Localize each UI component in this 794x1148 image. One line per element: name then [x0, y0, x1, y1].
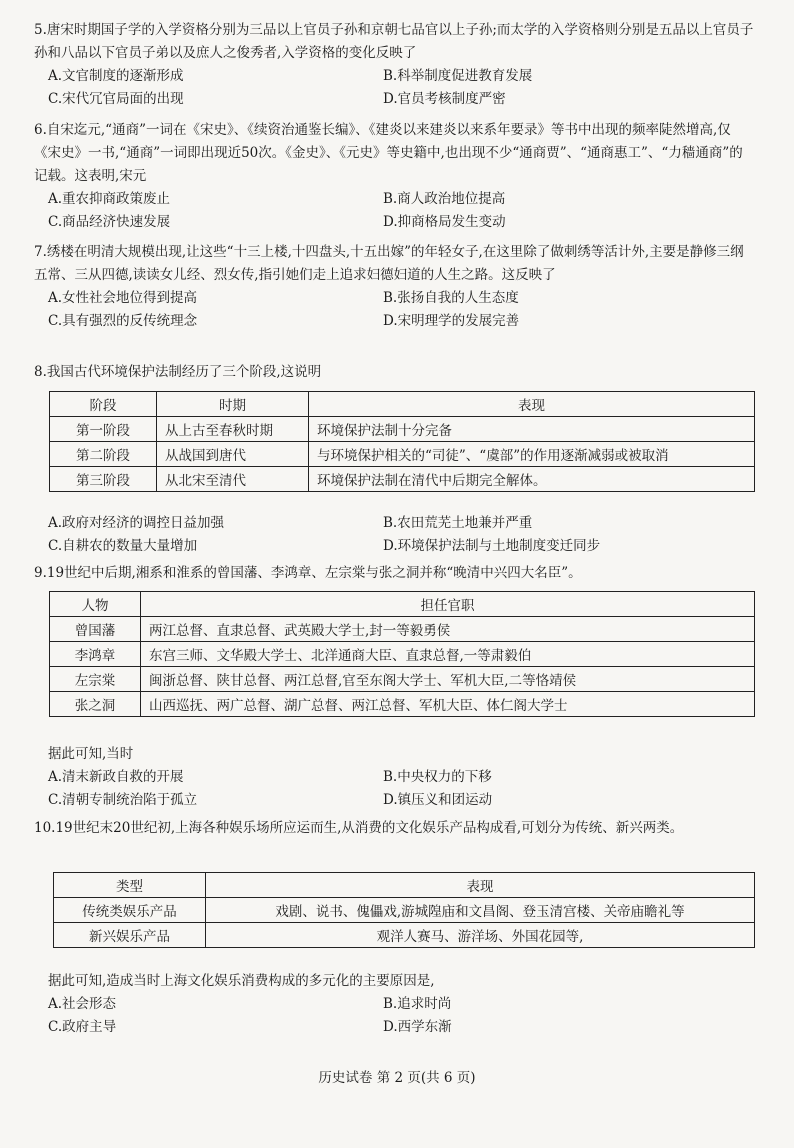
table-cell: 第一阶段	[50, 417, 157, 442]
question-stem: 9.19世纪中后期,湘系和淮系的曾国藩、李鸿章、左宗棠与张之洞并称“晚清中兴四大名臣”。	[34, 565, 582, 581]
option-d: D.宋明理学的发展完善	[383, 313, 520, 329]
question-8-stem	[34, 361, 754, 384]
table-row	[50, 442, 755, 467]
table-row	[50, 467, 755, 492]
option-d: D.镇压义和团运动	[383, 792, 493, 808]
question-9-table	[49, 591, 755, 717]
question-6	[34, 119, 754, 234]
option-d: D.环境保护法制与土地制度变迁同步	[383, 538, 601, 554]
option-b: B.商人政治地位提高	[383, 191, 506, 207]
table-cell: 山西巡抚、两广总督、湖广总督、两江总督、军机大臣、体仁阁大学士	[141, 692, 755, 717]
table-cell: 新兴娱乐产品	[54, 923, 206, 948]
question-8-table	[49, 391, 755, 492]
table-header: 类型	[54, 873, 206, 898]
table-cell: 两江总督、直隶总督、武英殿大学士,封一等毅勇侯	[141, 617, 755, 642]
option-d: D.官员考核制度严密	[383, 91, 506, 107]
option-c: C.宋代冗官局面的出现	[48, 91, 184, 107]
option-a: A.清末新政自救的开展	[48, 769, 184, 785]
table-header: 表现	[206, 873, 755, 898]
table-row	[50, 417, 755, 442]
table-cell: 与环境保护相关的“司徒”、“虞部”的作用逐渐减弱或被取消	[309, 442, 755, 467]
options	[48, 287, 754, 333]
question-stem: 5.唐宋时期国子学的入学资格分别为三品以上官员子孙和京朝七品官以上子孙;而太学的入学资格则分别是五品以上官员子孙和八品以下官员子弟以及庶人之俊秀者,入学资格的变化反映了	[34, 22, 754, 61]
table-header: 人物	[50, 592, 141, 617]
option-a: A.社会形态	[48, 996, 117, 1012]
option-b: B.中央权力的下移	[383, 769, 492, 785]
option-a: A.文官制度的逐渐形成	[48, 68, 184, 84]
table-cell: 曾国藩	[50, 617, 141, 642]
question-9-stem	[34, 562, 754, 585]
question-10-options	[34, 970, 754, 1039]
table-header: 时期	[157, 392, 309, 417]
option-b: B.追求时尚	[383, 996, 452, 1012]
option-a: A.女性社会地位得到提高	[48, 290, 198, 306]
table-cell: 闽浙总督、陕甘总督、两江总督,官至东阁大学士、军机大臣,二等恪靖侯	[141, 667, 755, 692]
question-stem: 10.19世纪末20世纪初,上海各种娱乐场所应运而生,从消费的文化娱乐产品构成看,可划分为传统、新兴两类。	[34, 820, 684, 836]
options	[48, 993, 754, 1039]
table-cell: 从战国到唐代	[157, 442, 309, 467]
question-stem: 7.绣楼在明清大规模出现,让这些“十三上楼,十四盘头,十五出嫁”的年轻女子,在这里除了做刺绣等活计外,主要是静修三纲五常、三从四德,读读女儿经、烈女传,指引她们走上追求妇德妇道的人生之路。这反映了	[34, 244, 744, 283]
option-a: A.政府对经济的调控日益加强	[48, 515, 225, 531]
table-header: 担任官职	[141, 592, 755, 617]
table-cell: 第三阶段	[50, 467, 157, 492]
table-cell: 张之洞	[50, 692, 141, 717]
page-footer: 历史试卷 第 2 页(共 6 页)	[318, 1070, 476, 1086]
options	[48, 512, 754, 558]
question-8-options	[34, 512, 754, 558]
table-row	[54, 923, 755, 948]
table-cell: 观洋人赛马、游洋场、外国花园等,	[206, 923, 755, 948]
question-9-options	[34, 743, 754, 812]
table-cell: 李鸿章	[50, 642, 141, 667]
question-5	[34, 19, 754, 111]
table-cell: 从北宋至清代	[157, 467, 309, 492]
option-a: A.重农抑商政策废止	[48, 191, 171, 207]
table-cell: 左宗棠	[50, 667, 141, 692]
option-b: B.张扬自我的人生态度	[383, 290, 519, 306]
table-row	[50, 692, 755, 717]
question-stem: 6.自宋迄元,“通商”一词在《宋史》、《续资治通鉴长编》、《建炎以来建炎以来系年要录》等书中出现的频率陡然增高,仅《宋史》一书,“通商”一词即出现近50次。《金史》、《元史》等史籍中,也出现不少“通商贾”、“通商惠工”、“力穑通商”的记载。这表明,宋元	[34, 122, 743, 184]
table-header: 阶段	[50, 392, 157, 417]
option-c: C.政府主导	[48, 1019, 117, 1035]
table-cell: 东宫三师、文华殿大学士、北洋通商大臣、直隶总督,一等肃毅伯	[141, 642, 755, 667]
option-b: B.科举制度促进教育发展	[383, 68, 533, 84]
question-7	[34, 241, 754, 333]
option-c: C.自耕农的数量大量增加	[48, 538, 198, 554]
table-header: 表现	[309, 392, 755, 417]
option-c: C.具有强烈的反传统理念	[48, 313, 198, 329]
table-row	[50, 617, 755, 642]
option-d: D.抑商格局发生变动	[383, 214, 506, 230]
option-c: C.清朝专制统治陷于孤立	[48, 792, 198, 808]
question-lead: 据此可知,当时	[48, 746, 134, 762]
options	[48, 65, 754, 111]
table-cell: 环境保护法制十分完备	[309, 417, 755, 442]
table-row	[50, 667, 755, 692]
table-row	[50, 642, 755, 667]
question-10-table	[53, 872, 755, 948]
table-row	[54, 898, 755, 923]
table-cell: 传统类娱乐产品	[54, 898, 206, 923]
option-b: B.农田荒芜土地兼并严重	[383, 515, 533, 531]
options	[48, 766, 754, 812]
table-cell: 戏剧、说书、傀儡戏,游城隍庙和文昌阁、登玉清宫楼、关帝庙瞻礼等	[206, 898, 755, 923]
options	[48, 188, 754, 234]
question-10-stem	[34, 817, 754, 840]
table-cell: 从上古至春秋时期	[157, 417, 309, 442]
option-d: D.西学东渐	[383, 1019, 452, 1035]
option-c: C.商品经济快速发展	[48, 214, 171, 230]
question-lead: 据此可知,造成当时上海文化娱乐消费构成的多元化的主要原因是,	[48, 973, 435, 989]
table-cell: 环境保护法制在清代中后期完全解体。	[309, 467, 755, 492]
question-stem: 8.我国古代环境保护法制经历了三个阶段,这说明	[34, 364, 322, 380]
table-cell: 第二阶段	[50, 442, 157, 467]
